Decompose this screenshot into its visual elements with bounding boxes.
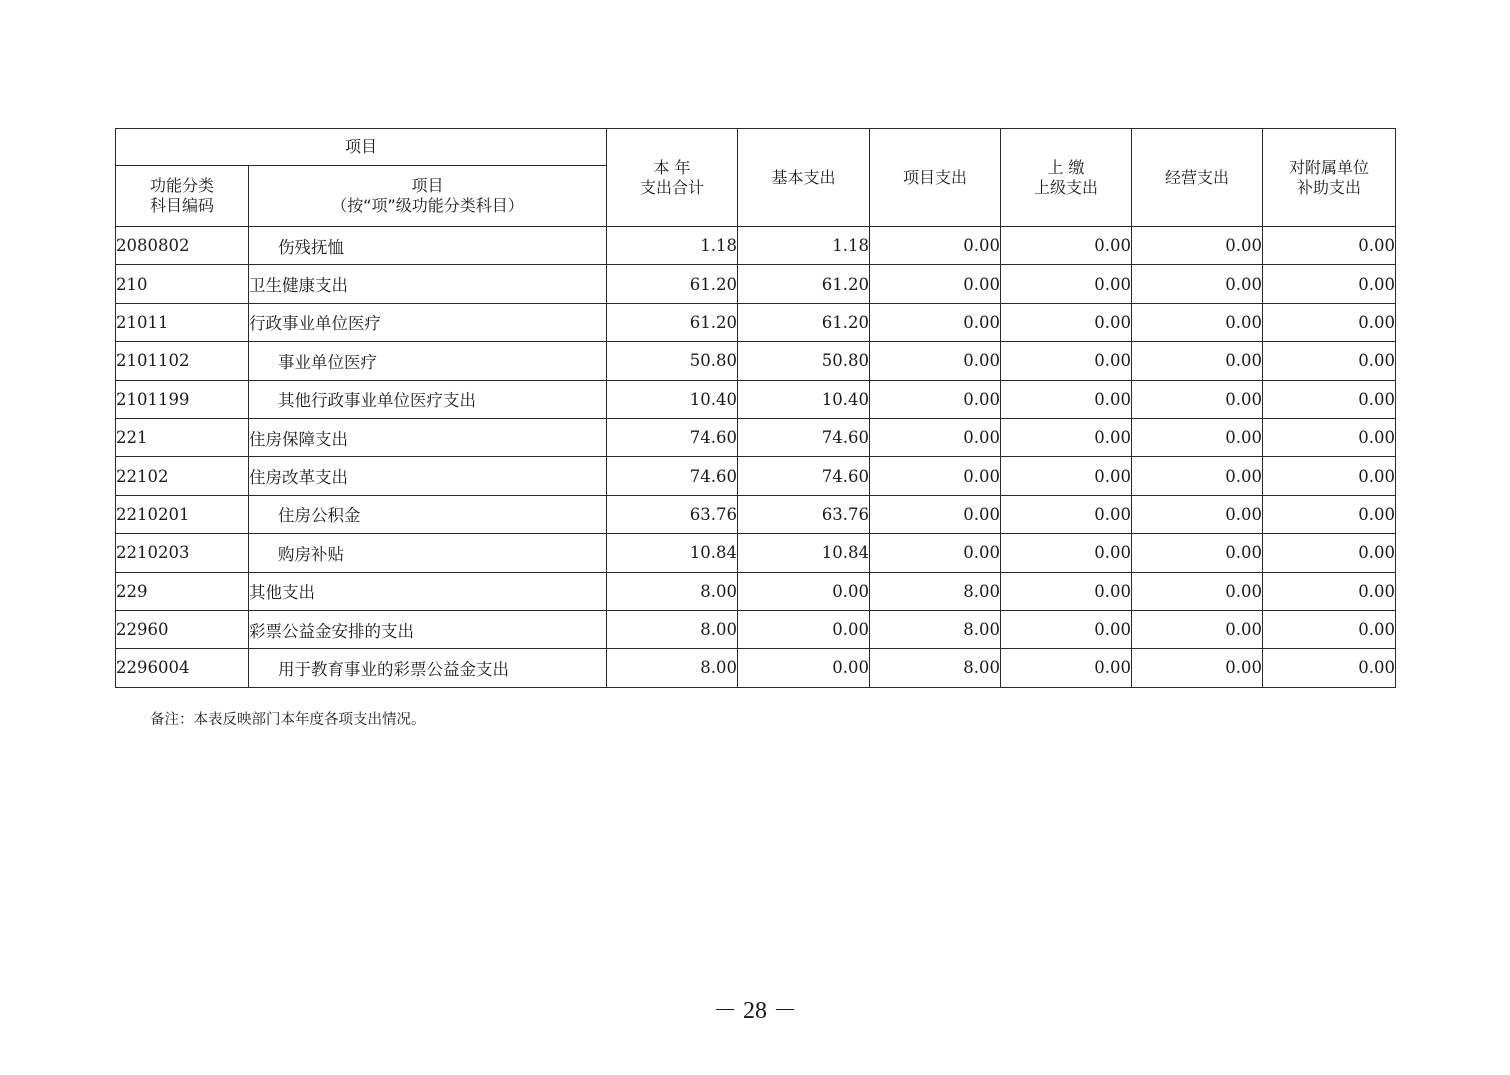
cell-subsidy: 0.00 — [1263, 265, 1396, 303]
cell-name: 住房公积金 — [249, 495, 607, 533]
table-body — [116, 227, 1396, 688]
cell-project: 0.00 — [870, 418, 1001, 456]
cell-project: 0.00 — [870, 457, 1001, 495]
header-total-line2: 支出合计 — [640, 177, 705, 197]
header-code-line1: 功能分类 — [149, 176, 214, 195]
cell-basic: 10.40 — [738, 380, 870, 418]
table-row — [116, 457, 1396, 495]
cell-name: 行政事业单位医疗 — [249, 303, 607, 341]
cell-subsidy: 0.00 — [1263, 380, 1396, 418]
cell-business: 0.00 — [1132, 457, 1263, 495]
cell-code: 221 — [116, 418, 249, 456]
header-row-group — [116, 129, 1396, 166]
cell-subsidy: 0.00 — [1263, 457, 1396, 495]
cell-subsidy: 0.00 — [1263, 649, 1396, 687]
cell-remit: 0.00 — [1001, 380, 1132, 418]
cell-subsidy: 0.00 — [1263, 610, 1396, 648]
cell-business: 0.00 — [1132, 649, 1263, 687]
cell-business: 0.00 — [1132, 572, 1263, 610]
cell-total: 10.40 — [607, 380, 738, 418]
cell-code: 22102 — [116, 457, 249, 495]
header-name — [249, 166, 607, 227]
cell-basic: 74.60 — [738, 457, 870, 495]
cell-basic: 0.00 — [738, 649, 870, 687]
cell-code: 2210201 — [116, 495, 249, 533]
table-row — [116, 572, 1396, 610]
cell-subsidy: 0.00 — [1263, 534, 1396, 572]
header-business: 经营支出 — [1132, 129, 1263, 227]
cell-project: 0.00 — [870, 342, 1001, 380]
cell-total: 50.80 — [607, 342, 738, 380]
table-row — [116, 418, 1396, 456]
cell-project: 8.00 — [870, 572, 1001, 610]
cell-code: 210 — [116, 265, 249, 303]
cell-subsidy: 0.00 — [1263, 227, 1396, 265]
cell-code: 22960 — [116, 610, 249, 648]
cell-basic: 0.00 — [738, 572, 870, 610]
cell-name: 购房补贴 — [249, 534, 607, 572]
cell-basic: 61.20 — [738, 303, 870, 341]
header-code — [116, 166, 249, 227]
table-row — [116, 495, 1396, 533]
cell-subsidy: 0.00 — [1263, 495, 1396, 533]
header-remit — [1001, 129, 1132, 227]
cell-project: 0.00 — [870, 265, 1001, 303]
cell-business: 0.00 — [1132, 418, 1263, 456]
header-name-line2: （按“项”级功能分类科目） — [331, 196, 524, 215]
header-remit-line2: 上级支出 — [1034, 177, 1099, 197]
cell-remit: 0.00 — [1001, 649, 1132, 687]
table-row — [116, 534, 1396, 572]
cell-name: 住房保障支出 — [249, 418, 607, 456]
cell-code: 21011 — [116, 303, 249, 341]
cell-code: 2101199 — [116, 380, 249, 418]
cell-remit: 0.00 — [1001, 534, 1132, 572]
cell-project: 8.00 — [870, 649, 1001, 687]
cell-business: 0.00 — [1132, 610, 1263, 648]
cell-name: 伤残抚恤 — [249, 227, 607, 265]
cell-basic: 10.84 — [738, 534, 870, 572]
cell-basic: 61.20 — [738, 265, 870, 303]
cell-basic: 63.76 — [738, 495, 870, 533]
cell-remit: 0.00 — [1001, 457, 1132, 495]
cell-name: 其他支出 — [249, 572, 607, 610]
cell-total: 8.00 — [607, 572, 738, 610]
header-item-group: 项目 — [116, 129, 607, 166]
cell-name: 卫生健康支出 — [249, 265, 607, 303]
cell-project: 0.00 — [870, 534, 1001, 572]
cell-name: 用于教育事业的彩票公益金支出 — [249, 649, 607, 687]
cell-name: 彩票公益金安排的支出 — [249, 610, 607, 648]
cell-project: 0.00 — [870, 380, 1001, 418]
cell-remit: 0.00 — [1001, 265, 1132, 303]
cell-remit: 0.00 — [1001, 572, 1132, 610]
table-row — [116, 265, 1396, 303]
cell-project: 0.00 — [870, 495, 1001, 533]
table-row — [116, 342, 1396, 380]
cell-total: 8.00 — [607, 649, 738, 687]
cell-total: 63.76 — [607, 495, 738, 533]
cell-project: 8.00 — [870, 610, 1001, 648]
cell-basic: 0.00 — [738, 610, 870, 648]
cell-basic: 1.18 — [738, 227, 870, 265]
cell-remit: 0.00 — [1001, 342, 1132, 380]
cell-name: 事业单位医疗 — [249, 342, 607, 380]
cell-remit: 0.00 — [1001, 227, 1132, 265]
cell-remit: 0.00 — [1001, 418, 1132, 456]
cell-name: 住房改革支出 — [249, 457, 607, 495]
header-total — [607, 129, 738, 227]
cell-remit: 0.00 — [1001, 495, 1132, 533]
cell-business: 0.00 — [1132, 342, 1263, 380]
cell-business: 0.00 — [1132, 265, 1263, 303]
cell-subsidy: 0.00 — [1263, 572, 1396, 610]
cell-total: 8.00 — [607, 610, 738, 648]
table-row — [116, 610, 1396, 648]
header-basic: 基本支出 — [738, 129, 870, 227]
cell-total: 61.20 — [607, 303, 738, 341]
cell-basic: 74.60 — [738, 418, 870, 456]
cell-total: 74.60 — [607, 418, 738, 456]
expenditure-table — [115, 128, 1396, 688]
table-row — [116, 649, 1396, 687]
cell-code: 2101102 — [116, 342, 249, 380]
header-subsidy — [1263, 129, 1396, 227]
cell-business: 0.00 — [1132, 380, 1263, 418]
cell-total: 1.18 — [607, 227, 738, 265]
cell-business: 0.00 — [1132, 303, 1263, 341]
cell-subsidy: 0.00 — [1263, 418, 1396, 456]
cell-project: 0.00 — [870, 303, 1001, 341]
header-subsidy-line1: 对附属单位 — [1289, 157, 1370, 177]
header-name-line1: 项目 — [411, 176, 444, 195]
cell-total: 74.60 — [607, 457, 738, 495]
cell-code: 2080802 — [116, 227, 249, 265]
table-note: 备注：本表反映部门本年度各项支出情况。 — [150, 712, 426, 728]
table-row — [116, 380, 1396, 418]
header-code-line2: 科目编码 — [149, 196, 214, 215]
cell-total: 10.84 — [607, 534, 738, 572]
header-total-line1: 本 年 — [653, 157, 691, 177]
header-subsidy-line2: 补助支出 — [1297, 177, 1362, 197]
header-remit-line1: 上 缴 — [1047, 157, 1085, 177]
page-number: － 28 － — [713, 998, 797, 1024]
table-row — [116, 227, 1396, 265]
cell-project: 0.00 — [870, 227, 1001, 265]
table-row — [116, 303, 1396, 341]
cell-total: 61.20 — [607, 265, 738, 303]
cell-subsidy: 0.00 — [1263, 342, 1396, 380]
cell-code: 2296004 — [116, 649, 249, 687]
cell-business: 0.00 — [1132, 227, 1263, 265]
cell-remit: 0.00 — [1001, 303, 1132, 341]
cell-name: 其他行政事业单位医疗支出 — [249, 380, 607, 418]
cell-business: 0.00 — [1132, 495, 1263, 533]
cell-code: 2210203 — [116, 534, 249, 572]
cell-business: 0.00 — [1132, 534, 1263, 572]
cell-remit: 0.00 — [1001, 610, 1132, 648]
cell-code: 229 — [116, 572, 249, 610]
cell-basic: 50.80 — [738, 342, 870, 380]
cell-subsidy: 0.00 — [1263, 303, 1396, 341]
header-project: 项目支出 — [870, 129, 1001, 227]
